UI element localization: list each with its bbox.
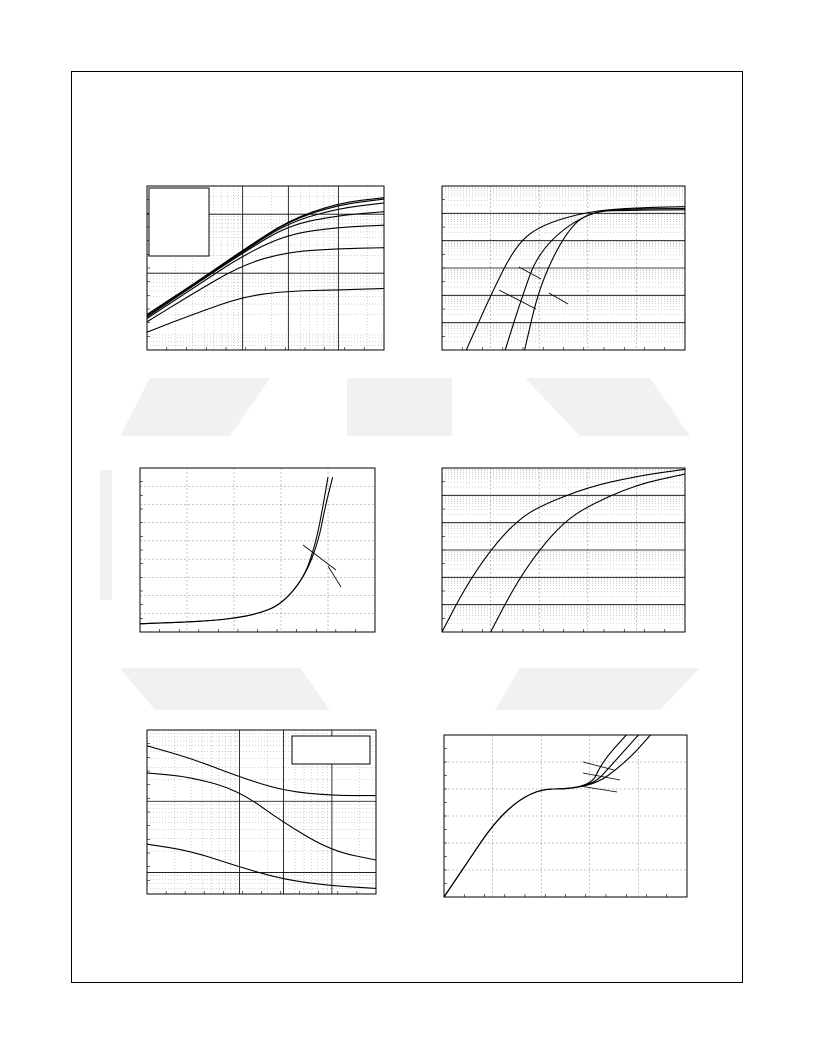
chart-2	[442, 186, 685, 350]
callout-leader-1	[519, 267, 541, 279]
callout-leader-7	[583, 773, 620, 780]
series-line-1	[442, 469, 685, 632]
series-line-1	[466, 207, 685, 350]
series-group	[466, 207, 685, 350]
chart-6	[444, 735, 687, 897]
series-line-3	[525, 210, 685, 350]
plot-frame	[140, 468, 375, 632]
series-line-3	[444, 735, 651, 897]
series-group	[442, 469, 685, 632]
callout-leader-3	[549, 293, 568, 304]
chart-4	[442, 468, 685, 632]
callout-leader-6	[583, 762, 614, 770]
legend-box	[149, 188, 209, 256]
series-line-3	[147, 844, 376, 888]
series-line-2	[147, 773, 376, 860]
series-line-2	[147, 248, 384, 322]
series-line-2	[140, 477, 333, 624]
chart-5	[147, 730, 376, 894]
chart-1	[147, 186, 384, 350]
chart-3	[140, 468, 375, 632]
series-group	[444, 735, 651, 897]
legend-box	[292, 736, 370, 764]
series-group	[140, 477, 333, 624]
series-line-1	[444, 735, 626, 897]
